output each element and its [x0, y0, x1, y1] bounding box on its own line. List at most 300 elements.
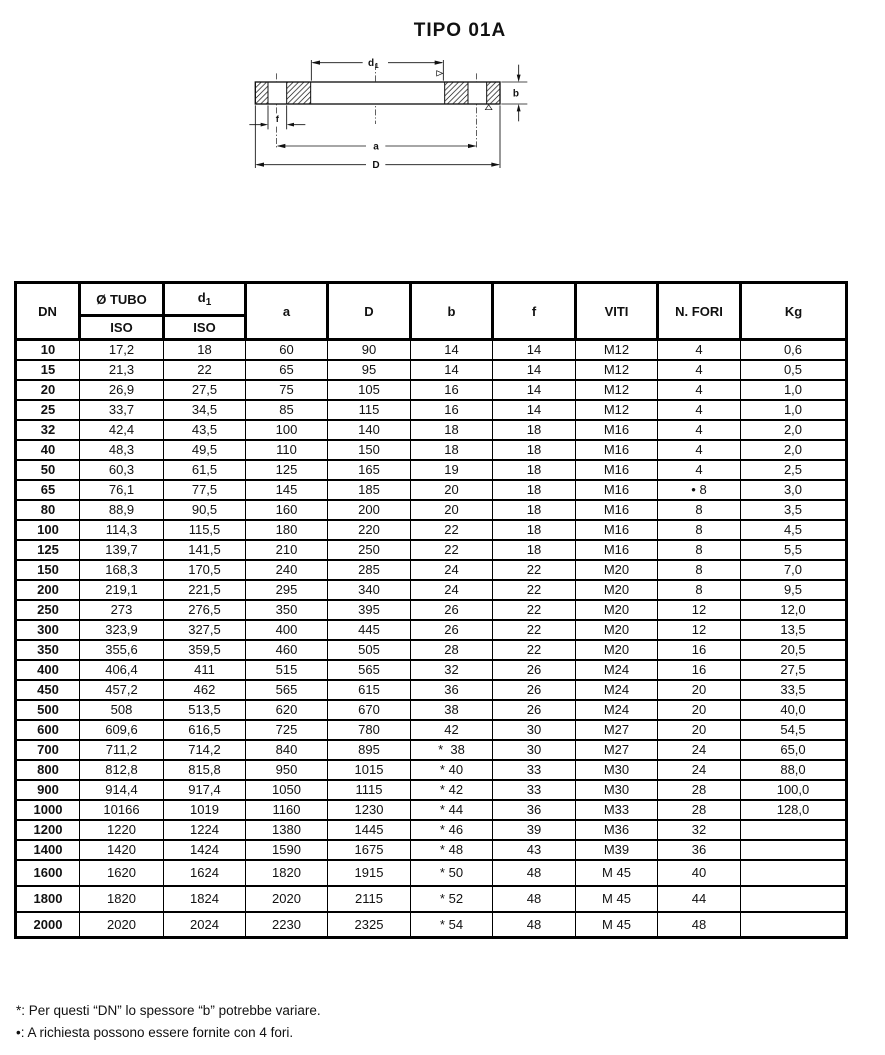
table-cell: 27,5	[164, 380, 246, 400]
table-cell: 1820	[80, 886, 164, 912]
table-cell: 61,5	[164, 460, 246, 480]
table-cell: M20	[576, 600, 658, 620]
table-cell: 65	[16, 480, 80, 500]
footnote-bullet: •: A richiesta possono essere fornite con 4 fori.	[16, 1025, 294, 1040]
table-row	[16, 480, 847, 500]
table-row	[16, 680, 847, 700]
table-cell: 16	[411, 400, 493, 420]
flange-table	[14, 281, 848, 939]
table-cell: 1115	[328, 780, 411, 800]
table-cell: 150	[16, 560, 80, 580]
table-cell: • 8	[658, 480, 741, 500]
table-cell: 26	[411, 600, 493, 620]
table-cell: 2115	[328, 886, 411, 912]
table-cell: 114,3	[80, 520, 164, 540]
col-header-d1: $d_1$	[164, 283, 246, 316]
table-cell: 90,5	[164, 500, 246, 520]
table-cell: 43	[493, 840, 576, 860]
table-cell: 323,9	[80, 620, 164, 640]
table-cell: 88,0	[741, 760, 847, 780]
table-cell: 24	[411, 580, 493, 600]
table-cell: 160	[246, 500, 328, 520]
table-cell: 24	[658, 740, 741, 760]
table-cell: M20	[576, 580, 658, 600]
table-cell: 10166	[80, 800, 164, 820]
table-cell: 2230	[246, 912, 328, 938]
table-cell: 125	[246, 460, 328, 480]
col-header-kg: Kg	[741, 283, 847, 340]
subheader-iso-tubo: ISO	[80, 316, 164, 340]
surface-symbol-bottom	[485, 105, 492, 110]
dim-label-d1: d	[368, 58, 375, 69]
table-cell: 18	[164, 340, 246, 360]
col-header-f: f	[493, 283, 576, 340]
table-cell: 406,4	[80, 660, 164, 680]
table-cell: 1,0	[741, 380, 847, 400]
table-row	[16, 740, 847, 760]
table-cell: 10	[16, 340, 80, 360]
table-cell: 49,5	[164, 440, 246, 460]
table-cell: 95	[328, 360, 411, 380]
dim-label-a: a	[373, 141, 379, 153]
table-cell: * 44	[411, 800, 493, 820]
table-cell: 615	[328, 680, 411, 700]
table-cell: 609,6	[80, 720, 164, 740]
table-cell: 26	[493, 660, 576, 680]
table-cell: 26	[493, 700, 576, 720]
table-cell: 273	[80, 600, 164, 620]
table-cell: M16	[576, 520, 658, 540]
table-cell: M16	[576, 500, 658, 520]
table-cell: M20	[576, 560, 658, 580]
table-cell: 4	[658, 460, 741, 480]
table-cell: 22	[411, 520, 493, 540]
table-cell: 812,8	[80, 760, 164, 780]
table-cell: 65,0	[741, 740, 847, 760]
table-cell: 22	[493, 580, 576, 600]
table-cell	[741, 820, 847, 840]
table-cell: 17,2	[80, 340, 164, 360]
table-cell: 359,5	[164, 640, 246, 660]
table-row	[16, 840, 847, 860]
table-cell: 500	[16, 700, 80, 720]
table-row	[16, 340, 847, 360]
table-cell: 411	[164, 660, 246, 680]
table-cell: 400	[246, 620, 328, 640]
table-row	[16, 540, 847, 560]
table-cell: 24	[411, 560, 493, 580]
table-cell: 220	[328, 520, 411, 540]
table-cell	[741, 886, 847, 912]
table-cell: 711,2	[80, 740, 164, 760]
table-cell: 14	[411, 340, 493, 360]
table-cell: 26	[493, 680, 576, 700]
table-cell: 565	[328, 660, 411, 680]
table-cell: 80	[16, 500, 80, 520]
table-cell: M12	[576, 340, 658, 360]
table-cell: 40	[658, 860, 741, 886]
table-cell: 12,0	[741, 600, 847, 620]
table-cell: M 45	[576, 886, 658, 912]
table-cell: 565	[246, 680, 328, 700]
table-cell: 20	[16, 380, 80, 400]
col-header-D: D	[328, 283, 411, 340]
table-cell: 14	[493, 360, 576, 380]
table-cell: 800	[16, 760, 80, 780]
table-cell: 8	[658, 500, 741, 520]
table-cell: 18	[411, 440, 493, 460]
table-cell: 90	[328, 340, 411, 360]
table-cell: 36	[658, 840, 741, 860]
table-cell: M16	[576, 460, 658, 480]
table-cell: 85	[246, 400, 328, 420]
table-cell: 22	[493, 640, 576, 660]
table-row	[16, 620, 847, 640]
table-cell: 4	[658, 400, 741, 420]
table-cell: 2,0	[741, 420, 847, 440]
table-cell: 221,5	[164, 580, 246, 600]
table-cell: 25	[16, 400, 80, 420]
table-cell: 22	[164, 360, 246, 380]
table-cell: 65	[246, 360, 328, 380]
table-cell: 13,5	[741, 620, 847, 640]
table-cell: 100	[246, 420, 328, 440]
table-cell: 714,2	[164, 740, 246, 760]
table-cell: 295	[246, 580, 328, 600]
table-cell: 39	[493, 820, 576, 840]
table-cell: 76,1	[80, 480, 164, 500]
col-header-dn: DN	[16, 283, 80, 340]
table-cell: 110	[246, 440, 328, 460]
table-cell: M12	[576, 360, 658, 380]
table-cell: 168,3	[80, 560, 164, 580]
table-cell: 4	[658, 360, 741, 380]
table-cell: 914,4	[80, 780, 164, 800]
table-row	[16, 760, 847, 780]
table-cell: 88,9	[80, 500, 164, 520]
table-cell: 505	[328, 640, 411, 660]
table-cell: 18	[411, 420, 493, 440]
table-cell: 2,5	[741, 460, 847, 480]
table-cell: 600	[16, 720, 80, 740]
table-cell: 115	[328, 400, 411, 420]
table-row	[16, 600, 847, 620]
table-cell: 30	[493, 720, 576, 740]
table-cell: 18	[493, 460, 576, 480]
dim-label-b: b	[512, 88, 520, 100]
table-cell: 340	[328, 580, 411, 600]
table-cell: 140	[328, 420, 411, 440]
table-cell: 620	[246, 700, 328, 720]
table-cell: 285	[328, 560, 411, 580]
table-row	[16, 400, 847, 420]
table-cell: 141,5	[164, 540, 246, 560]
table-cell: 20	[411, 480, 493, 500]
table-cell: 2325	[328, 912, 411, 938]
table-cell: M12	[576, 400, 658, 420]
table-cell: 60	[246, 340, 328, 360]
table-cell: 1590	[246, 840, 328, 860]
table-cell: 18	[493, 520, 576, 540]
table-cell: 5,5	[741, 540, 847, 560]
table-cell: 508	[80, 700, 164, 720]
table-cell: 300	[16, 620, 80, 640]
table-cell: 1420	[80, 840, 164, 860]
subheader-iso-d1: ISO	[164, 316, 246, 340]
table-cell	[741, 912, 847, 938]
table-cell: 22	[493, 560, 576, 580]
table-cell: 16	[411, 380, 493, 400]
table-cell: 44	[658, 886, 741, 912]
table-cell: 33	[493, 780, 576, 800]
table-cell: M30	[576, 780, 658, 800]
table-cell: M30	[576, 760, 658, 780]
table-cell: 18	[493, 480, 576, 500]
table-cell: 32	[16, 420, 80, 440]
table-cell: 1224	[164, 820, 246, 840]
table-cell: 2000	[16, 912, 80, 938]
table-cell: 14	[493, 340, 576, 360]
table-cell: 77,5	[164, 480, 246, 500]
table-cell: 18	[493, 420, 576, 440]
table-cell: 125	[16, 540, 80, 560]
table-cell: 14	[411, 360, 493, 380]
table-row	[16, 500, 847, 520]
table-cell: 36	[411, 680, 493, 700]
table-cell: 8	[658, 580, 741, 600]
table-cell: 200	[16, 580, 80, 600]
table-cell: M27	[576, 740, 658, 760]
table-cell: 815,8	[164, 760, 246, 780]
table-cell: 150	[328, 440, 411, 460]
table-cell: 1620	[80, 860, 164, 886]
table-cell: 616,5	[164, 720, 246, 740]
table-cell: 48	[658, 912, 741, 938]
centerlines	[277, 64, 477, 149]
table-cell: 34,5	[164, 400, 246, 420]
table-cell: 48	[493, 912, 576, 938]
table-cell: 2020	[80, 912, 164, 938]
table-cell: M16	[576, 480, 658, 500]
table-cell: 165	[328, 460, 411, 480]
table-cell: * 42	[411, 780, 493, 800]
table-cell: M39	[576, 840, 658, 860]
table-row	[16, 720, 847, 740]
table-cell: 36	[493, 800, 576, 820]
table-cell: 250	[16, 600, 80, 620]
table-cell: 28	[411, 640, 493, 660]
table-cell: 185	[328, 480, 411, 500]
table-cell: 32	[411, 660, 493, 680]
table-cell: 1019	[164, 800, 246, 820]
table-cell: 445	[328, 620, 411, 640]
table-cell: 515	[246, 660, 328, 680]
col-header-viti: VITI	[576, 283, 658, 340]
table-cell: 4	[658, 420, 741, 440]
table-cell: 48	[493, 860, 576, 886]
table-row	[16, 912, 847, 938]
table-row	[16, 420, 847, 440]
surface-symbol-top	[437, 71, 443, 76]
table-cell: M20	[576, 620, 658, 640]
table-cell: 18	[493, 540, 576, 560]
table-cell: 276,5	[164, 600, 246, 620]
table-cell: 250	[328, 540, 411, 560]
table-cell: 840	[246, 740, 328, 760]
table-cell: 1675	[328, 840, 411, 860]
table-cell: 20	[658, 680, 741, 700]
table-row	[16, 440, 847, 460]
table-cell: 15	[16, 360, 80, 380]
table-cell: 115,5	[164, 520, 246, 540]
table-cell: 1220	[80, 820, 164, 840]
table-cell: M20	[576, 640, 658, 660]
table-cell: 450	[16, 680, 80, 700]
table-cell: 16	[658, 640, 741, 660]
table-cell: 20	[411, 500, 493, 520]
table-cell: M24	[576, 680, 658, 700]
table-cell: 33,5	[741, 680, 847, 700]
table-cell: 1050	[246, 780, 328, 800]
col-header-fori: N. FORI	[658, 283, 741, 340]
table-cell	[741, 840, 847, 860]
table-row	[16, 700, 847, 720]
table-cell: 75	[246, 380, 328, 400]
table-cell: 0,5	[741, 360, 847, 380]
table-cell: 100	[16, 520, 80, 540]
table-cell: 30	[493, 740, 576, 760]
table-cell: 1015	[328, 760, 411, 780]
table-cell: * 50	[411, 860, 493, 886]
table-cell: 42	[411, 720, 493, 740]
col-header-tubo: Ø TUBO	[80, 283, 164, 316]
table-cell: 200	[328, 500, 411, 520]
table-cell: M16	[576, 440, 658, 460]
table-cell: 12	[658, 620, 741, 640]
table-cell: * 48	[411, 840, 493, 860]
table-cell: 1600	[16, 860, 80, 886]
table-cell: 2020	[246, 886, 328, 912]
table-cell: M12	[576, 380, 658, 400]
table-cell: * 46	[411, 820, 493, 840]
table-cell: 14	[493, 380, 576, 400]
col-header-a: a	[246, 283, 328, 340]
table-row	[16, 886, 847, 912]
table-cell: 20	[658, 720, 741, 740]
table-row	[16, 780, 847, 800]
table-cell: 725	[246, 720, 328, 740]
table-cell: 0,6	[741, 340, 847, 360]
table-cell: 180	[246, 520, 328, 540]
table-cell: 128,0	[741, 800, 847, 820]
table-cell: 350	[16, 640, 80, 660]
table-cell: 40,0	[741, 700, 847, 720]
table-cell: 40	[16, 440, 80, 460]
table-cell: 27,5	[741, 660, 847, 680]
table-cell: 1824	[164, 886, 246, 912]
table-cell: * 38	[411, 740, 493, 760]
table-row	[16, 800, 847, 820]
table-cell: 24	[658, 760, 741, 780]
table-cell: 4	[658, 380, 741, 400]
table-cell: 20	[658, 700, 741, 720]
table-cell: 48	[493, 886, 576, 912]
footnote-asterisk: *: Per questi “DN” lo spessore “b” potrebbe variare.	[16, 1003, 321, 1018]
flange-section	[255, 82, 500, 104]
table-row	[16, 560, 847, 580]
table-cell: M24	[576, 660, 658, 680]
table-cell: 1424	[164, 840, 246, 860]
table-cell: 22	[493, 600, 576, 620]
table-cell: 327,5	[164, 620, 246, 640]
table-cell: 22	[493, 620, 576, 640]
table-cell: 4	[658, 440, 741, 460]
table-cell: 240	[246, 560, 328, 580]
table-cell: 350	[246, 600, 328, 620]
table-cell: 462	[164, 680, 246, 700]
table-cell: 9,5	[741, 580, 847, 600]
table-cell: 355,6	[80, 640, 164, 660]
table-cell: 18	[493, 500, 576, 520]
table-cell: 43,5	[164, 420, 246, 440]
table-cell: 21,3	[80, 360, 164, 380]
table-cell: 1160	[246, 800, 328, 820]
table-cell: 33	[493, 760, 576, 780]
table-cell: 3,0	[741, 480, 847, 500]
dim-label-d1-sub: 1	[374, 61, 379, 70]
table-cell: 460	[246, 640, 328, 660]
table-cell: 400	[16, 660, 80, 680]
table-cell: 48,3	[80, 440, 164, 460]
table-cell: 38	[411, 700, 493, 720]
table-cell: 670	[328, 700, 411, 720]
table-cell: 7,0	[741, 560, 847, 580]
table-cell: 145	[246, 480, 328, 500]
table-cell: 457,2	[80, 680, 164, 700]
table-cell: 1820	[246, 860, 328, 886]
table-cell: 19	[411, 460, 493, 480]
table-cell: 950	[246, 760, 328, 780]
dim-label-D: D	[372, 160, 380, 171]
table-row	[16, 820, 847, 840]
page-title: TIPO 01A	[413, 20, 507, 41]
table-row	[16, 660, 847, 680]
table-cell: 1200	[16, 820, 80, 840]
table-cell: 33,7	[80, 400, 164, 420]
table-cell: 16	[658, 660, 741, 680]
table-cell: 8	[658, 520, 741, 540]
table-cell: 14	[493, 400, 576, 420]
table-cell: * 40	[411, 760, 493, 780]
table-cell: M36	[576, 820, 658, 840]
table-cell: 8	[658, 540, 741, 560]
flange-drawing	[230, 48, 690, 260]
table-cell: * 54	[411, 912, 493, 938]
table-row	[16, 520, 847, 540]
table-cell: 18	[493, 440, 576, 460]
table-cell	[741, 860, 847, 886]
table-cell: 26,9	[80, 380, 164, 400]
table-cell: M 45	[576, 912, 658, 938]
table-cell: 513,5	[164, 700, 246, 720]
table-cell: 1445	[328, 820, 411, 840]
table-cell: 917,4	[164, 780, 246, 800]
table-cell: 22	[411, 540, 493, 560]
table-cell: 4	[658, 340, 741, 360]
table-row	[16, 360, 847, 380]
table-body	[16, 340, 847, 938]
table-cell: 210	[246, 540, 328, 560]
